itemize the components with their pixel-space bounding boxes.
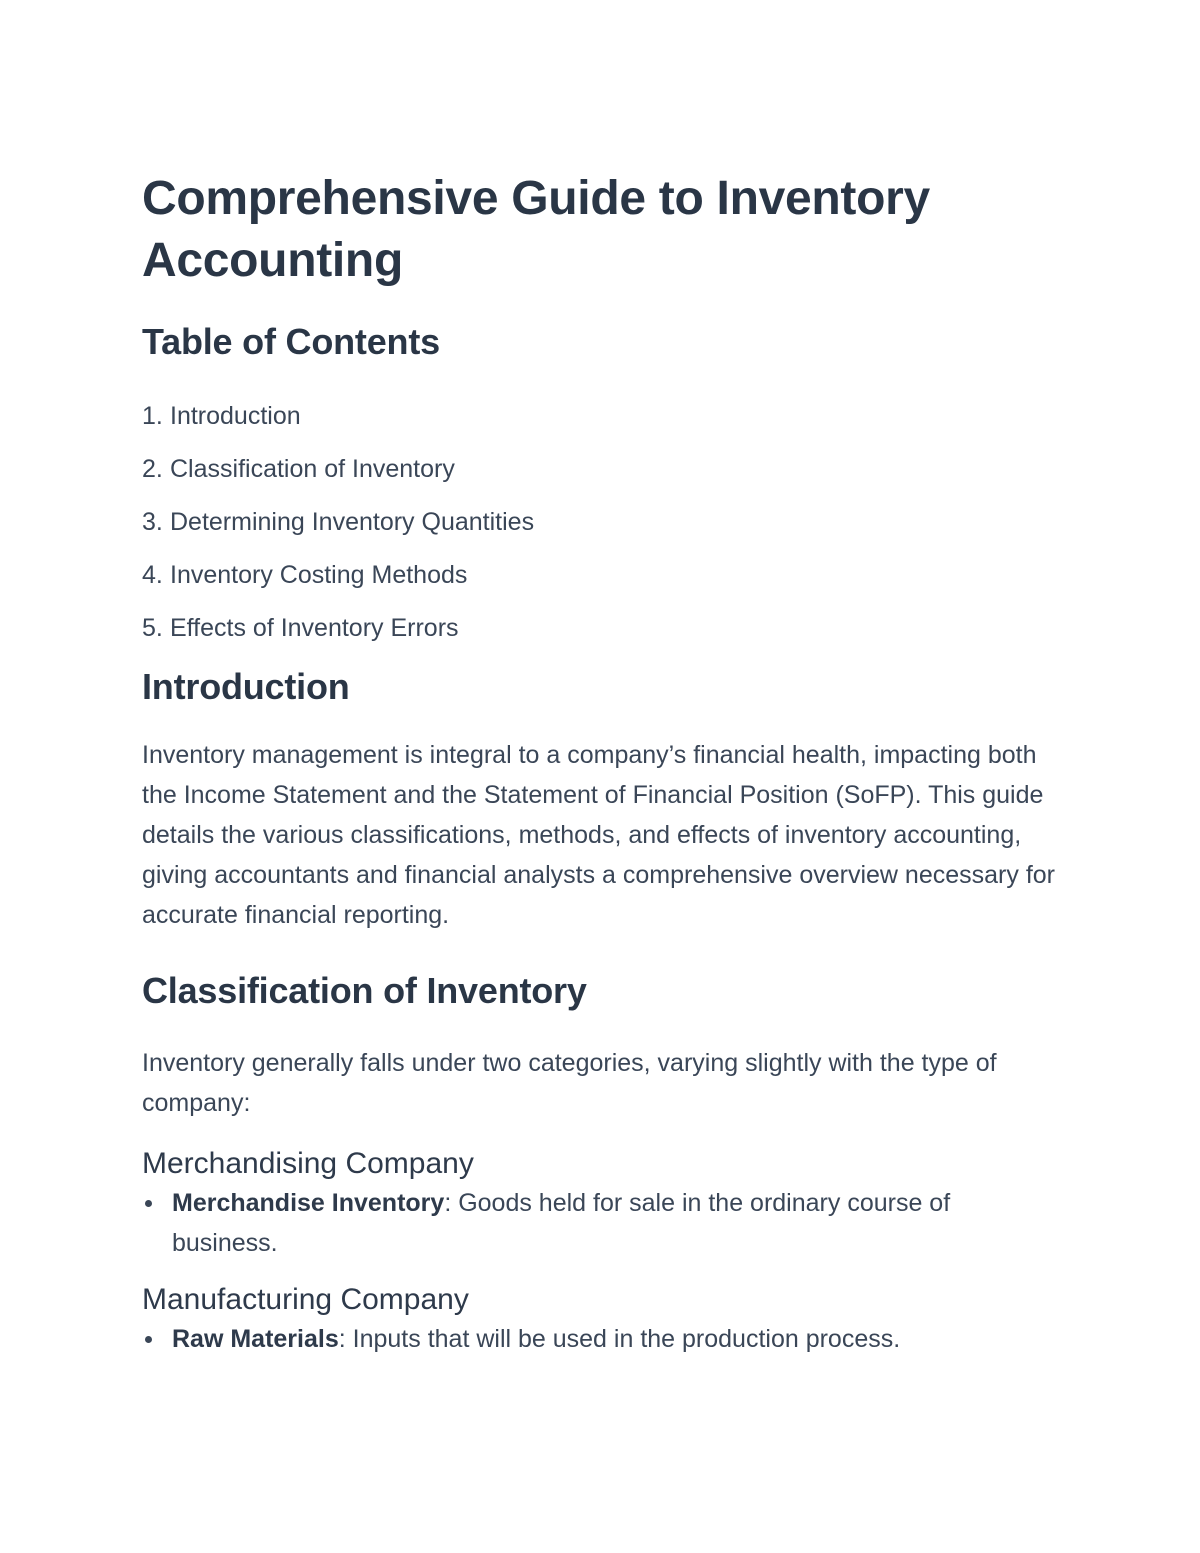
list-item [142, 1183, 1062, 1263]
toc-item-errors[interactable] [142, 602, 1062, 655]
list-item [142, 1319, 1062, 1359]
classification-paragraph: Inventory generally falls under two categories, varying slightly with the type of company: [142, 1049, 997, 1117]
manufacturing-list [142, 1319, 1062, 1359]
toc-item-costing-methods[interactable] [142, 549, 1062, 602]
toc-item-label: Effects of Inventory Errors [170, 614, 459, 642]
toc-item-label: Introduction [170, 402, 301, 430]
toc-heading: Table of Contents [142, 321, 440, 362]
introduction-heading: Introduction [142, 666, 350, 707]
merchandising-list [142, 1183, 1062, 1263]
classification-heading: Classification of Inventory [142, 970, 587, 1011]
toc-item-label: Classification of Inventory [170, 455, 455, 483]
list-item-term: Raw Materials [172, 1325, 339, 1353]
toc-item-number: 2. [142, 455, 163, 483]
table-of-contents [142, 390, 1062, 655]
bullet-icon [145, 1336, 152, 1343]
manufacturing-heading: Manufacturing Company [142, 1283, 469, 1316]
toc-item-classification[interactable] [142, 443, 1062, 496]
toc-item-label: Determining Inventory Quantities [170, 508, 535, 536]
toc-item-label: Inventory Costing Methods [170, 561, 468, 589]
list-item-term: Merchandise Inventory [172, 1189, 445, 1217]
toc-item-number: 3. [142, 508, 163, 536]
toc-item-introduction[interactable] [142, 390, 1062, 443]
list-item-description: : Inputs that will be used in the production process. [338, 1325, 901, 1353]
toc-item-number: 1. [142, 402, 163, 430]
toc-item-number: 4. [142, 561, 163, 589]
toc-item-number: 5. [142, 614, 163, 642]
toc-item-quantities[interactable] [142, 496, 1062, 549]
bullet-icon [145, 1200, 152, 1207]
list-item-description: : Goods held for sale in the ordinary course of business. [172, 1189, 951, 1257]
document-title: Comprehensive Guide to Inventory Accounting [142, 172, 930, 287]
introduction-paragraph: Inventory management is integral to a company’s financial health, impacting both the Income Statement and the Statement of Financial Position (SoFP). This guide details the various classifications, methods, and effects of inventory accounting, giving accountants and financial analysts a comprehensive overview necessary for accurate financial reporting. [142, 741, 1055, 929]
merchandising-heading: Merchandising Company [142, 1147, 474, 1180]
document-page [142, 168, 1062, 1359]
